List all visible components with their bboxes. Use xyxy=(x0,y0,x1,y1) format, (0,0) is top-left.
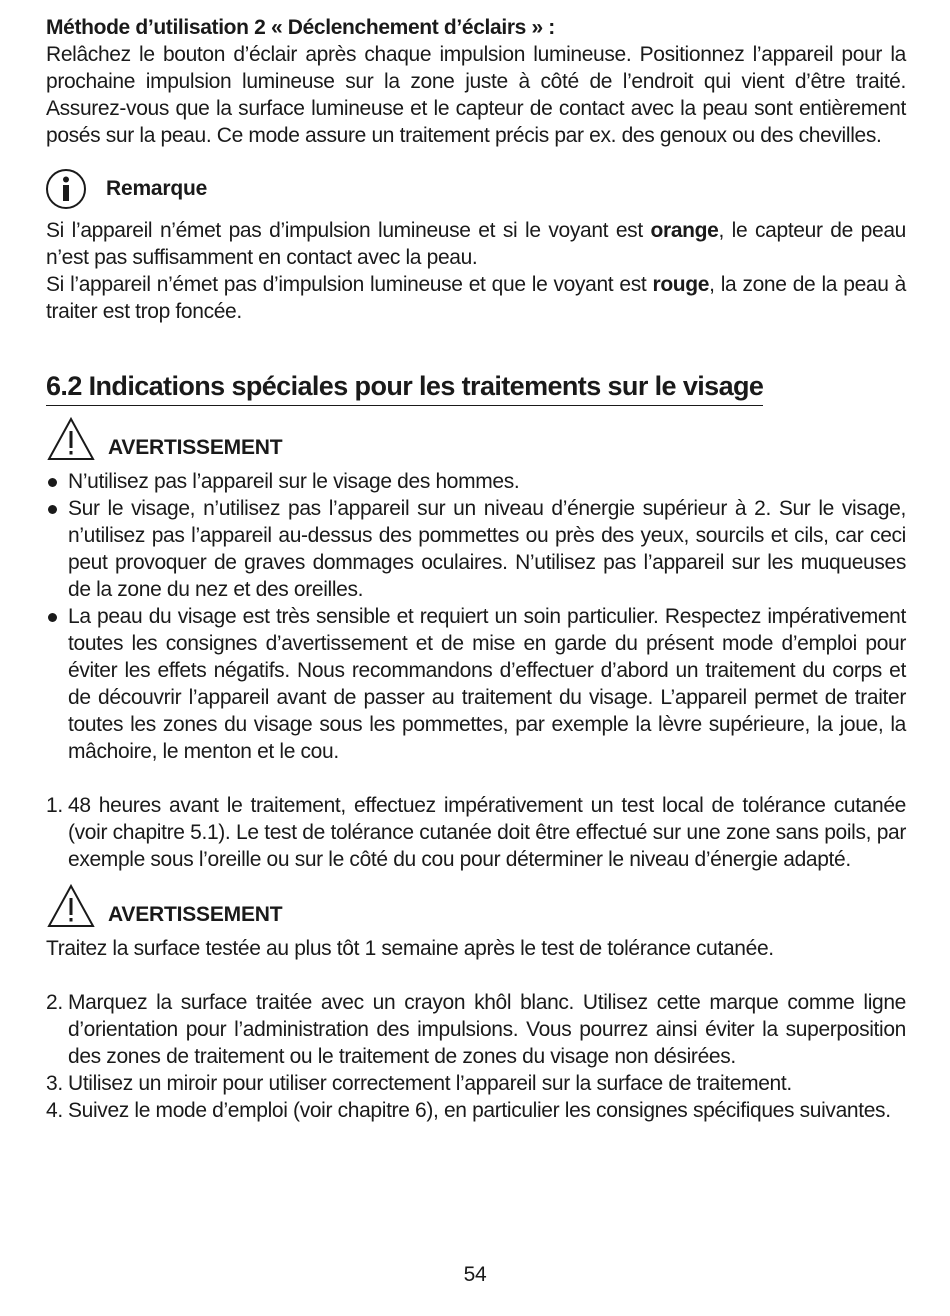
orange-highlight: orange xyxy=(650,219,719,242)
warning-header-1 xyxy=(46,416,906,462)
document-page xyxy=(46,14,906,1124)
bullet-item: La peau du visage est très sensible et requiert un soin particulier. Respectez impérativement toutes les consignes d’avertissement et de mise en garde du présent mode d’emploi pour éviter les effets négatifs. Nous recommandons d’effectuer d’abord un traitement du corps et de découvrir l’appareil avant de passer au traitement du visage. L’appareil permet de traiter toutes les zones du visage sous les pommettes, par exemple la lèvre supérieure, la joue, la mâchoire, le menton et le cou. xyxy=(46,603,906,765)
page-number: 54 xyxy=(463,1263,487,1286)
method-title: Méthode d’utilisation 2 « Déclenchement d’éclairs » : xyxy=(46,16,555,39)
step-text: 48 heures avant le traitement, effectuez impérativement un test local de tolérance cutanée (voir chapitre 5.1). Le test de tolérance cutanée doit être effectué sur une zone sans poils, par exemple sous l’oreille ou sur le côté du cou pour déterminer le niveau d’énergie adapté. xyxy=(68,794,906,871)
bullet-item: N’utilisez pas l’appareil sur le visage des hommes. xyxy=(46,468,906,495)
red-highlight: rouge xyxy=(652,273,710,296)
note-header xyxy=(46,169,906,209)
note-heading: Remarque xyxy=(106,177,208,200)
step-text: Utilisez un miroir pour utiliser correctement l’appareil sur la surface de traitement. xyxy=(68,1072,792,1095)
step-item xyxy=(46,989,906,1070)
step-number: 4. xyxy=(46,1099,63,1122)
step-item xyxy=(46,792,906,873)
warning-text-2: Traitez la surface testée au plus tôt 1 semaine après le test de tolérance cutanée. xyxy=(46,937,774,960)
warning-header-2 xyxy=(46,883,906,929)
section-title: 6.2 Indications spéciales pour les traitements sur le visage xyxy=(46,369,763,406)
method-text: Relâchez le bouton d’éclair après chaque impulsion lumineuse. Positionnez l’appareil pour la prochaine impulsion lumineuse sur la zone juste à côté de l’endroit qui vient d’être traité. Assurez-vous que la surface lumineuse et le capteur de contact avec la peau sont entièrement posés sur la peau. Ce mode assure un traitement précis par ex. des genoux ou des chevilles. xyxy=(46,43,906,147)
warning-heading-2: AVERTISSEMENT xyxy=(108,903,283,926)
note-text xyxy=(46,217,906,325)
bullet-item: Sur le visage, n’utilisez pas l’appareil sur un niveau d’énergie supérieur à 2. Sur le visage, n’utilisez pas l’appareil au-dessus des pommettes ou près des yeux, sourcils et cils, car ceci peut provoquer de graves dommages oculaires. N’utilisez pas l’appareil sur les muqueuses de la zone du nez et des oreilles. xyxy=(46,495,906,603)
step-item xyxy=(46,1070,906,1097)
warning-bullet-list xyxy=(46,468,906,765)
step-number: 1. xyxy=(46,794,63,817)
step-text: Suivez le mode d’emploi (voir chapitre 6), en particulier les consignes spécifiques suivantes. xyxy=(68,1099,891,1122)
steps-list-part2 xyxy=(46,989,906,1124)
note-paragraph-red: Si l’appareil n’émet pas d’impulsion lumineuse et que le voyant est rouge, la zone de la peau à traiter est trop foncée. xyxy=(46,273,907,323)
warning-triangle-icon xyxy=(46,883,96,929)
step-text: Marquez la surface traitée avec un crayon khôl blanc. Utilisez cette marque comme ligne d’orientation pour l’administration des impulsions. Vous pourrez ainsi éviter la superposition des zones de traitement ou le traitement de zones du visage non désirées. xyxy=(68,991,906,1068)
note-paragraph-orange: Si l’appareil n’émet pas d’impulsion lumineuse et si le voyant est orange, le capteur de peau n’est pas suffisamment en contact avec la peau. xyxy=(46,219,906,269)
warning-triangle-icon xyxy=(46,416,96,462)
step-item xyxy=(46,1097,906,1124)
steps-list-part1 xyxy=(46,792,906,873)
step-number: 2. xyxy=(46,991,63,1014)
info-icon xyxy=(46,169,86,209)
warning-heading-1: AVERTISSEMENT xyxy=(108,436,283,459)
step-number: 3. xyxy=(46,1072,63,1095)
